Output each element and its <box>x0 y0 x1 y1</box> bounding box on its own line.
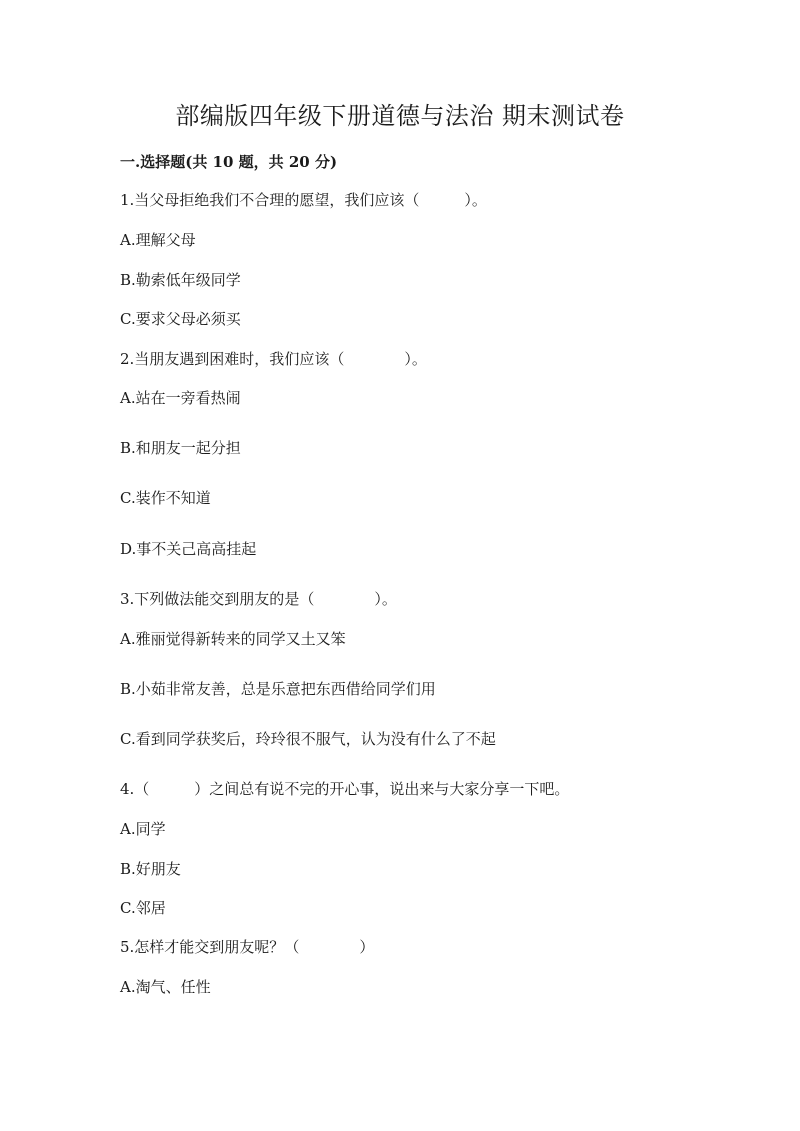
exam-title: 部编版四年级下册道德与法治 期末测试卷 <box>175 102 625 130</box>
question-2-option-b: B.和朋友一起分担 <box>120 439 241 457</box>
question-2-option-c: C.装作不知道 <box>120 489 211 507</box>
question-1-option-a: A.理解父母 <box>120 231 196 249</box>
question-5-option-a: A.淘气、任性 <box>120 978 211 996</box>
question-4-option-c: C.邻居 <box>120 899 166 917</box>
section-heading: 一.选择题(共 10 题，共 20 分) <box>120 153 338 171</box>
question-3-option-b: B.小茹非常友善，总是乐意把东西借给同学们用 <box>120 680 436 698</box>
question-1-option-c: C.要求父母必须买 <box>120 310 241 328</box>
question-2-option-d: D.事不关己高高挂起 <box>120 540 257 558</box>
question-3-option-a: A.雅丽觉得新转来的同学又土又笨 <box>120 630 346 648</box>
question-3-stem: 3.下列做法能交到朋友的是（ ）。 <box>120 590 397 608</box>
question-2-stem: 2.当朋友遇到困难时，我们应该（ ）。 <box>120 350 427 368</box>
question-5-stem: 5.怎样才能交到朋友呢？（ ） <box>120 938 375 956</box>
question-4-option-b: B.好朋友 <box>120 860 181 878</box>
question-3-option-c: C.看到同学获奖后，玲玲很不服气，认为没有什么了不起 <box>120 730 496 748</box>
question-1-stem: 1.当父母拒绝我们不合理的愿望，我们应该（ ）。 <box>120 191 487 209</box>
question-4-option-a: A.同学 <box>120 820 166 838</box>
question-1-option-b: B.勒索低年级同学 <box>120 271 241 289</box>
question-2-option-a: A.站在一旁看热闹 <box>120 389 241 407</box>
question-4-stem: 4.（ ）之间总有说不完的开心事，说出来与大家分享一下吧。 <box>120 780 570 798</box>
